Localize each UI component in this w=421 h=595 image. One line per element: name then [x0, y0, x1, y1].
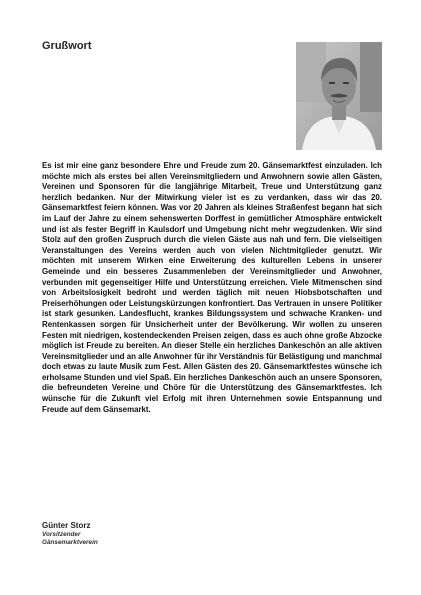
signature-organization: Gänsemarktverein: [42, 539, 98, 546]
portrait-photo: [296, 42, 382, 150]
greeting-text: Es ist mir eine ganz besondere Ehre und Freude zum 20. Gänsemarktfest einzuladen. Ich möchte mich als erstes bei allen Vereinsmitgliedern und Anwohnern sowie allen Gästen, Vereinen und Sponsoren für die langjährige Mitarbeit, Treue und Unterstützung ganz herzlich bedanken. Nur der Mitwirkung vieler ist es zu verdanken, dass wir das 20. Gänsemarktfest feiern können. Was vor 20 Jahren als kleines Straßenfest begann hat sich im Lauf der Jahre zu einem sehenswerten Dorffest in gemütlicher Atmosphäre entwickelt und ist als fester Begriff in Kaulsdorf und Umgebung nicht mehr wegzudenken. Wir sind Stolz auf den großen Zuspruch durch die vielen Gäste aus nah und fern. Die vielseitigen Veranstaltungen des Vereins werden auch von vielen Nichtmitglieder genutzt. Wir möchten mit unserem Wirken eine Erweiterung des kulturellen Lebens in unserer Gemeinde und ein besseres Zusammenleben der Vereinsmitglieder und Anwohner, verbunden mit gegenseitiger Hilfe und Unterstützung erreichen. Viele Mitmenschen sind von Arbeitslosigkeit bedroht und werden täglich mit neuen Hiobsbotschaften und Preiserhöhungen oder Leistungskürzungen konfrontiert. Das Vertrauen in unsere Politiker ist stark gesunken. Landesflucht, krankes Bildungssystem und schwache Kranken- und Rentenkassen sorgen für Unsicherheit unter der Bevölkerung. Wir wollen zu unseren Festen mit niedrigen, kostendeckenden Preisen zeigen, dass es auch ohne große Abzocke möglich ist Freude zu bereiten. An dieser Stelle ein herzliches Dankeschön an alle aktiven Vereinsmitglieder und an alle Anwohner für ihr Verständnis für Belästigung und manchmal doch etwas zu laute Musik zum Fest. Allen Gästen des 20. Gänsemarktfestes wünsche ich erholsame Stunden und viel Spaß. Ein herzliches Dankeschön auch an unsere Sponsoren, die befreundeten Vereine und Chöre für die Unterstützung des Gänsemarktfestes. Ich wünsche für die Zukunft viel Erfolg mit ihren Unternehmen sowie Entspannung und Freude auf dem Gänsemarkt.: [42, 161, 382, 414]
signature-role: Vorsitzender: [42, 531, 81, 538]
page-title: Grußwort: [42, 40, 92, 52]
signature-block: [42, 521, 242, 547]
signature-name: Günter Storz: [42, 521, 91, 530]
